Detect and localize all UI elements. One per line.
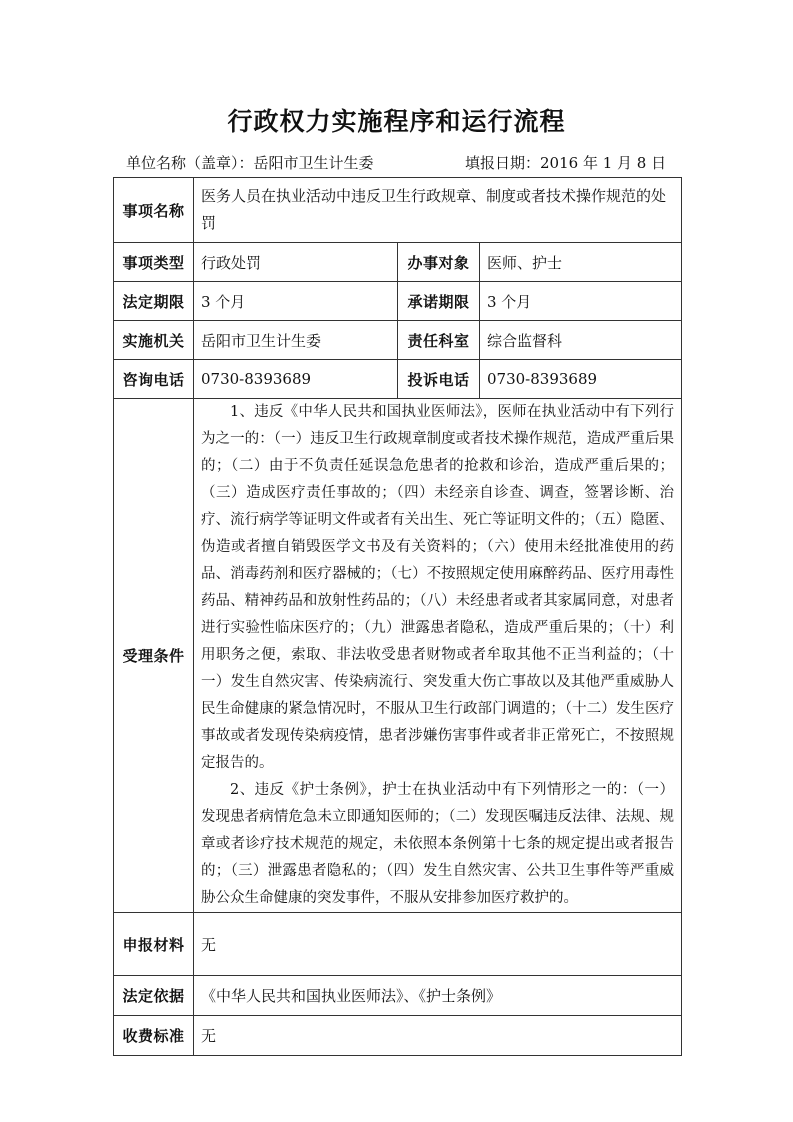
label-department: 责任科室 (398, 321, 480, 360)
label-consult-phone: 咨询电话 (114, 360, 194, 399)
label-agency: 实施机关 (114, 321, 194, 360)
label-item-type: 事项类型 (114, 243, 194, 282)
value-legal-basis: 《中华人民共和国执业医师法》、《护士条例》 (194, 976, 682, 1016)
date-value: 2016 年 1 月 8 日 (540, 154, 667, 172)
date-line (465, 152, 666, 173)
label-item-name: 事项名称 (114, 178, 194, 243)
value-fee: 无 (194, 1016, 682, 1056)
value-item-name: 医务人员在执业活动中违反卫生行政规章、制度或者技术操作规范的处罚 (194, 178, 682, 243)
label-complaint-phone: 投诉电话 (398, 360, 480, 399)
row-fee (114, 1016, 682, 1056)
row-conditions (114, 399, 682, 913)
unit-line (126, 152, 374, 173)
page-title: 行政权力实施程序和运行流程 (227, 107, 566, 136)
row-phone (114, 360, 682, 399)
label-promised-term: 承诺期限 (398, 282, 480, 321)
unit-value: 岳阳市卫生计生委 (253, 154, 374, 172)
info-table (113, 177, 682, 1056)
label-fee: 收费标准 (114, 1016, 194, 1056)
row-item-name (114, 178, 682, 243)
value-target: 医师、护士 (480, 243, 682, 282)
value-consult-phone: 0730-8393689 (194, 360, 398, 399)
value-complaint-phone: 0730-8393689 (480, 360, 682, 399)
label-target: 办事对象 (398, 243, 480, 282)
condition-paragraph-1: 1、违反《中华人民共和国执业医师法》，医师在执业活动中有下列行为之一的：（一）违反卫生行政规章制度或者技术操作规范，造成严重后果的；（二）由于不负责任延误急危患者的抢救和诊治，造成严重后果的；（三）造成医疗责任事故的；（四）未经亲自诊查、调查，签署诊断、治疗、流行病学等证明文件或者有关出生、死亡等证明文件的；（五）隐匿、伪造或者擅自销毁医学文书及有关资料的；（六）使用未经批准使用的药品、消毒药剂和医疗器械的；（七）不按照规定使用麻醉药品、医疗用毒性药品、精神药品和放射性药品的；（八）未经患者或者其家属同意，对患者进行实验性临床医疗的；（九）泄露患者隐私，造成严重后果的；（十）利用职务之便，索取、非法收受患者财物或者牟取其他不正当利益的；（十一）发生自然灾害、传染病流行、突发重大伤亡事故以及其他严重威胁人民生命健康的紧急情况时，不服从卫生行政部门调遣的；（十二）发生医疗事故或者发现传染病疫情，患者涉嫌伤害事件或者非正常死亡，不按照规定报告的。 (201, 404, 675, 771)
row-materials (114, 913, 682, 976)
value-promised-term: 3 个月 (480, 282, 682, 321)
label-materials: 申报材料 (114, 913, 194, 976)
value-legal-term: 3 个月 (194, 282, 398, 321)
label-legal-basis: 法定依据 (114, 976, 194, 1016)
row-item-type (114, 243, 682, 282)
value-item-type: 行政处罚 (194, 243, 398, 282)
value-conditions (194, 399, 682, 913)
label-legal-term: 法定期限 (114, 282, 194, 321)
value-department: 综合监督科 (480, 321, 682, 360)
condition-paragraph-2: 2、违反《护士条例》，护士在执业活动中有下列情形之一的：（一）发现患者病情危急未立即通知医师的；（二）发现医嘱违反法律、法规、规章或者诊疗技术规范的规定，未依照本条例第十七条的规定提出或者报告的；（三）泄露患者隐私的；（四）发生自然灾害、公共卫生事件等严重威胁公众生命健康的突发事件，不服从安排参加医疗救护的。 (201, 782, 675, 906)
row-legal-basis (114, 976, 682, 1016)
unit-label: 单位名称（盖章）： (126, 154, 254, 172)
value-materials: 无 (194, 913, 682, 976)
row-term (114, 282, 682, 321)
value-agency: 岳阳市卫生计生委 (194, 321, 398, 360)
row-agency (114, 321, 682, 360)
date-label: 填报日期： (465, 154, 541, 172)
label-conditions: 受理条件 (114, 399, 194, 913)
